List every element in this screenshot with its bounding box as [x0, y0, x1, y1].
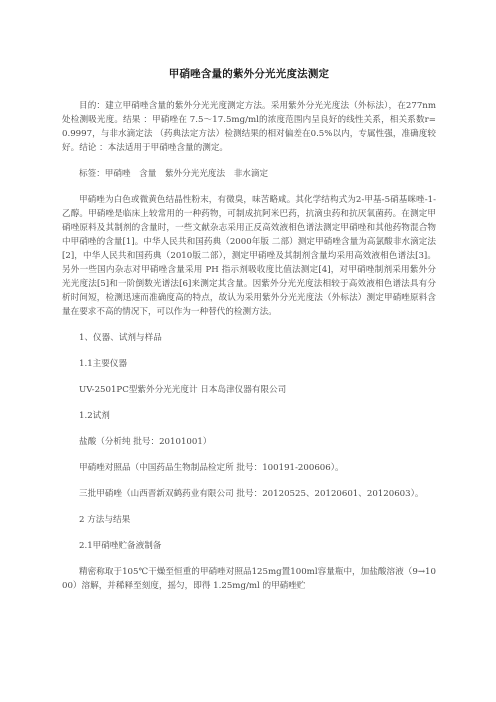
- reagent-paragraph-1: 盐酸（分析纯 批号：20101001）: [79, 437, 212, 447]
- instrument-paragraph: UV-2501PC型紫外分光光度计 日本岛津仪器有限公司: [79, 385, 287, 395]
- reagent-paragraph-3: 三批甲硝唑（山西晋新双鹤药业有限公司 批号：20120525、20120601、20120603）。: [79, 489, 424, 499]
- section-heading-2: 2 方法与结果: [79, 515, 131, 525]
- reagent-paragraph-2: 甲硝唑对照品（中国药品生物制品检定所 批号：100191-200606）。: [79, 463, 344, 473]
- subsection-heading-1-2: 1.2试剂: [79, 411, 110, 421]
- document-title: 甲硝唑含量的紫外分光光度法测定: [168, 68, 330, 80]
- subsection-heading-2-1: 2.1甲硝唑贮备液制备: [79, 541, 162, 551]
- section-heading-1: 1、仪器、试剂与样品: [79, 333, 162, 343]
- keywords-paragraph: 标签：甲硝唑 含量 紫外分光光度法 非水滴定: [79, 169, 269, 179]
- preparation-paragraph: 精密称取于105℃干燥至恒重的甲硝唑对照品125mg置100ml容量瓶中，加盐酸溶液（9→1000）溶解，并稀释至刻度，摇匀，即得 1.25mg/ml 的甲硝唑贮: [62, 567, 436, 591]
- document-body: [62, 66, 436, 605]
- subsection-heading-1-1: 1.1主要仪器: [79, 359, 128, 369]
- intro-paragraph: 甲硝唑为白色或微黄色结晶性粉末，有微臭，味苦略咸。其化学结构式为2-甲基-5硝基咪唑-1-乙醇。甲硝唑是临床上较常用的一种药物，可制成抗阿米巴药，抗滴虫药和抗厌氧菌药。在测定甲硝唑原料及其制剂的含量时，一些文献杂志采用正反高效液相色谱法测定甲硝唑和其他药物混合物中甲硝唑的含量[1]。中华人民共和国药典（2000年版 二部）测定甲硝唑含量为高氯酸非水滴定法[2]，中华人民共和国药典（2010版二部），测定甲硝唑及其制剂含量均采用高效液相色谱法[3]。另外一些国内杂志对甲硝唑含量采用 PH 指示剂吸收度比值法测定[4]，对甲硝唑制剂采用紫外分光光度法[5]和一阶倒数光谱法[6]来测定其含量。因紫外分光光度法相较于高效液相色谱法具有分析时间短，检测迅速而准确度高的特点，故认为采用紫外分光光度法（外标法）测定甲硝唑原料含量在要求不高的情况下，可以作为一种替代的检测方法。: [62, 195, 436, 317]
- abstract-paragraph: 目的：建立甲硝唑含量的紫外分光光度测定方法。采用紫外分光光度法（外标法），在277nm处检测吸光度。结果 ：甲硝唑在 7.5～17.5mg/ml的浓度范围内呈良好的线性关系，相关系数r= 0.9997，与非水滴定法 （药典法定方法）检测结果的相对偏差在0.5%以内，专属性强，准确度较好。结论 ：本法适用于甲硝唑含量的测定。: [62, 101, 436, 153]
